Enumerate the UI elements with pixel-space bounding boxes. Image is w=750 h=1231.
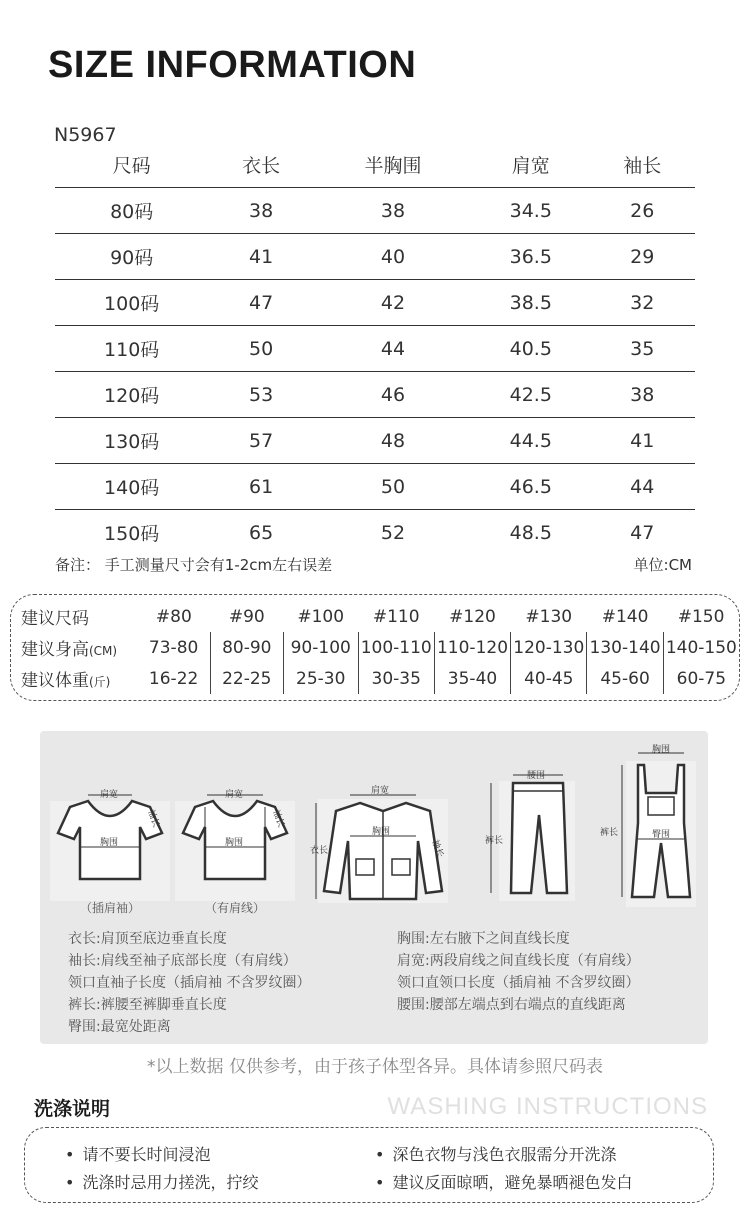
table-cell: 38.5 — [509, 291, 552, 314]
recommend-weight: 25-30 — [283, 663, 358, 694]
recommend-size: #100 — [297, 606, 345, 627]
table-row — [55, 280, 695, 326]
recommend-weight-label — [17, 663, 138, 694]
recommend-height: 73-80 — [148, 637, 199, 658]
product-code: N5967 — [54, 124, 117, 146]
definitions-left — [68, 928, 310, 1038]
definitions-right — [397, 928, 640, 1016]
recommend-height: 100-110 — [358, 632, 434, 663]
jacket-illustration — [310, 781, 455, 906]
recommend-size: #130 — [525, 606, 573, 627]
recommend-weight: 30-35 — [358, 663, 434, 694]
table-cell: 50 — [380, 475, 406, 498]
recommend-height: 140-150 — [663, 632, 739, 663]
table-cell: 41 — [630, 429, 655, 452]
recommend-size: #140 — [601, 606, 649, 627]
washing-item: • 洗涤时忌用力搓洗，拧绞 — [65, 1170, 258, 1193]
tshirt1-shoulder-label: 肩宽 — [100, 790, 119, 800]
table-cell: 46.5 — [509, 475, 552, 498]
unit-label: 单位:CM — [633, 556, 692, 574]
definition-line: 腰围:腰部左端点到右端点的直线距离 — [397, 997, 626, 1013]
tshirt2-shoulder-label: 肩宽 — [225, 790, 244, 800]
table-cell: 48 — [380, 429, 406, 452]
washing-item: • 深色衣物与浅色衣服需分开洗涤 — [375, 1142, 616, 1165]
table-cell: 65 — [249, 521, 274, 544]
washing-item: • 请不要长时间浸泡 — [65, 1142, 210, 1165]
washing-title-en: WASHING INSTRUCTIONS — [387, 1093, 708, 1120]
table-cell: 80码 — [110, 201, 154, 223]
definition-line: 胸围:左右腋下之间直线长度 — [397, 931, 570, 947]
tshirt1-chest-label: 胸围 — [100, 838, 119, 848]
table-cell: 42.5 — [509, 383, 552, 406]
table-cell: 40.5 — [509, 337, 552, 360]
jacket-sleeve-label: 袖长 — [429, 838, 445, 859]
washing-title: 洗涤说明 — [34, 1098, 111, 1120]
table-cell: 90码 — [110, 247, 154, 269]
definition-line: 臀围:最宽处距离 — [68, 1019, 171, 1035]
header-half-chest: 半胸围 — [364, 154, 422, 177]
recommend-size: #90 — [228, 606, 265, 627]
overalls-hip-label: 臀围 — [652, 830, 671, 840]
washing-item: • 建议反面晾晒，避免暴晒褪色发白 — [375, 1170, 632, 1193]
weight-unit: (斤) — [89, 675, 111, 689]
table-cell: 140码 — [104, 477, 160, 499]
table-cell: 44 — [380, 337, 406, 360]
tshirt2-sleeve-label: 袖长 — [270, 808, 286, 829]
table-cell: 100码 — [104, 293, 160, 315]
definition-line: 裤长:裤腰至裤脚垂直长度 — [68, 997, 227, 1013]
table-cell: 130码 — [104, 431, 160, 453]
table-cell: 26 — [630, 199, 655, 222]
height-label-text: 建议身高 — [21, 640, 89, 660]
table-cell: 44.5 — [509, 429, 552, 452]
table-cell: 52 — [380, 521, 406, 544]
recommend-weight: 16-22 — [148, 668, 199, 689]
recommendation-table — [17, 601, 739, 694]
recommend-height: 130-140 — [587, 632, 663, 663]
definition-line: 领口直袖子长度（插肩袖 不含罗纹圈） — [68, 975, 311, 991]
measurement-guide-panel — [40, 731, 708, 1044]
recommend-weight-row — [17, 663, 739, 694]
header-sleeve: 袖长 — [623, 154, 662, 177]
table-cell: 61 — [249, 475, 274, 498]
tshirt-set-in-illustration — [175, 781, 295, 901]
pants-illustration — [485, 769, 585, 904]
table-cell: 40 — [380, 245, 406, 268]
washing-box — [24, 1127, 714, 1203]
recommend-weight: 60-75 — [663, 663, 739, 694]
jacket-length-label: 衣长 — [310, 846, 329, 856]
height-unit: (CM) — [89, 644, 118, 658]
overalls-illustration — [600, 743, 705, 908]
recommend-weight: 35-40 — [434, 663, 510, 694]
recommend-height: 90-100 — [283, 632, 358, 663]
recommend-weight: 40-45 — [511, 663, 587, 694]
size-table-header — [55, 141, 695, 188]
definition-line: 袖长:肩线至袖子底部长度（有肩线） — [68, 953, 297, 969]
tshirt-raglan-illustration — [50, 781, 170, 901]
table-cell: 34.5 — [509, 199, 552, 222]
table-cell: 47 — [630, 521, 655, 544]
table-cell: 35 — [630, 337, 655, 360]
recommendation-box — [10, 594, 740, 701]
table-cell: 57 — [249, 429, 274, 452]
recommend-size: #150 — [677, 606, 725, 627]
table-row — [55, 372, 695, 418]
recommend-size-row — [17, 601, 739, 632]
measurement-note: 备注： 手工测量尺寸会有1-2cm左右误差 — [55, 556, 333, 574]
table-cell: 38 — [249, 199, 274, 222]
recommend-height: 110-120 — [434, 632, 510, 663]
table-cell: 120码 — [104, 385, 160, 407]
recommend-height-row — [17, 632, 739, 663]
header-length: 衣长 — [242, 154, 281, 177]
table-cell: 46 — [380, 383, 406, 406]
table-cell: 32 — [630, 291, 655, 314]
tshirt2-chest-label: 胸围 — [225, 838, 244, 848]
overalls-chest-label: 胸围 — [652, 745, 671, 755]
tshirt1-sleeve-label: 袖长 — [145, 808, 161, 829]
table-cell: 38 — [630, 383, 655, 406]
recommend-weight: 22-25 — [210, 663, 283, 694]
table-cell: 41 — [249, 245, 274, 268]
pants-waist-label: 腰围 — [527, 771, 546, 781]
pants-length-label: 裤长 — [485, 836, 504, 846]
jacket-shoulder-label: 肩宽 — [371, 786, 390, 796]
table-cell: 53 — [249, 383, 274, 406]
recommend-size: #120 — [449, 606, 496, 627]
recommend-size: #110 — [372, 606, 420, 627]
table-row — [55, 510, 695, 556]
header-shoulder: 肩宽 — [511, 154, 550, 177]
recommend-size: #80 — [155, 606, 192, 627]
definition-line: 衣长:肩顶至底边垂直长度 — [68, 931, 227, 947]
page-title: SIZE INFORMATION — [48, 44, 417, 86]
definition-line: 领口直领口长度（插肩袖 不含罗纹圈） — [397, 975, 640, 991]
recommend-height: 80-90 — [210, 632, 283, 663]
disclaimer: *以上数据 仅供参考，由于孩子体型各异。具体请参照尺码表 — [147, 1057, 603, 1077]
recommend-size-label: 建议尺码 — [21, 609, 89, 629]
tshirt2-caption: （有肩线） — [204, 901, 265, 915]
overalls-length-label: 裤长 — [600, 828, 619, 838]
recommend-weight: 45-60 — [587, 663, 663, 694]
table-cell: 36.5 — [509, 245, 552, 268]
definition-line: 肩宽:两段肩线之间直线长度（有肩线） — [397, 953, 640, 969]
table-cell: 47 — [249, 291, 274, 314]
table-cell: 38 — [380, 199, 406, 222]
table-cell: 44 — [630, 475, 655, 498]
header-size: 尺码 — [112, 154, 151, 177]
table-cell: 29 — [630, 245, 655, 268]
table-row — [55, 234, 695, 280]
table-cell: 48.5 — [509, 521, 552, 544]
table-cell: 110码 — [104, 339, 160, 361]
jacket-chest-label: 胸围 — [372, 827, 391, 837]
size-table — [55, 141, 695, 555]
recommend-height-label — [17, 632, 138, 663]
tshirt1-caption: （插肩袖） — [79, 901, 140, 915]
table-row — [55, 326, 695, 372]
recommend-height: 120-130 — [511, 632, 587, 663]
table-row — [55, 418, 695, 464]
table-cell: 50 — [249, 337, 274, 360]
table-row — [55, 188, 695, 234]
table-cell: 42 — [380, 291, 406, 314]
table-row — [55, 464, 695, 510]
weight-label-text: 建议体重 — [21, 671, 89, 691]
table-cell: 150码 — [104, 523, 160, 545]
